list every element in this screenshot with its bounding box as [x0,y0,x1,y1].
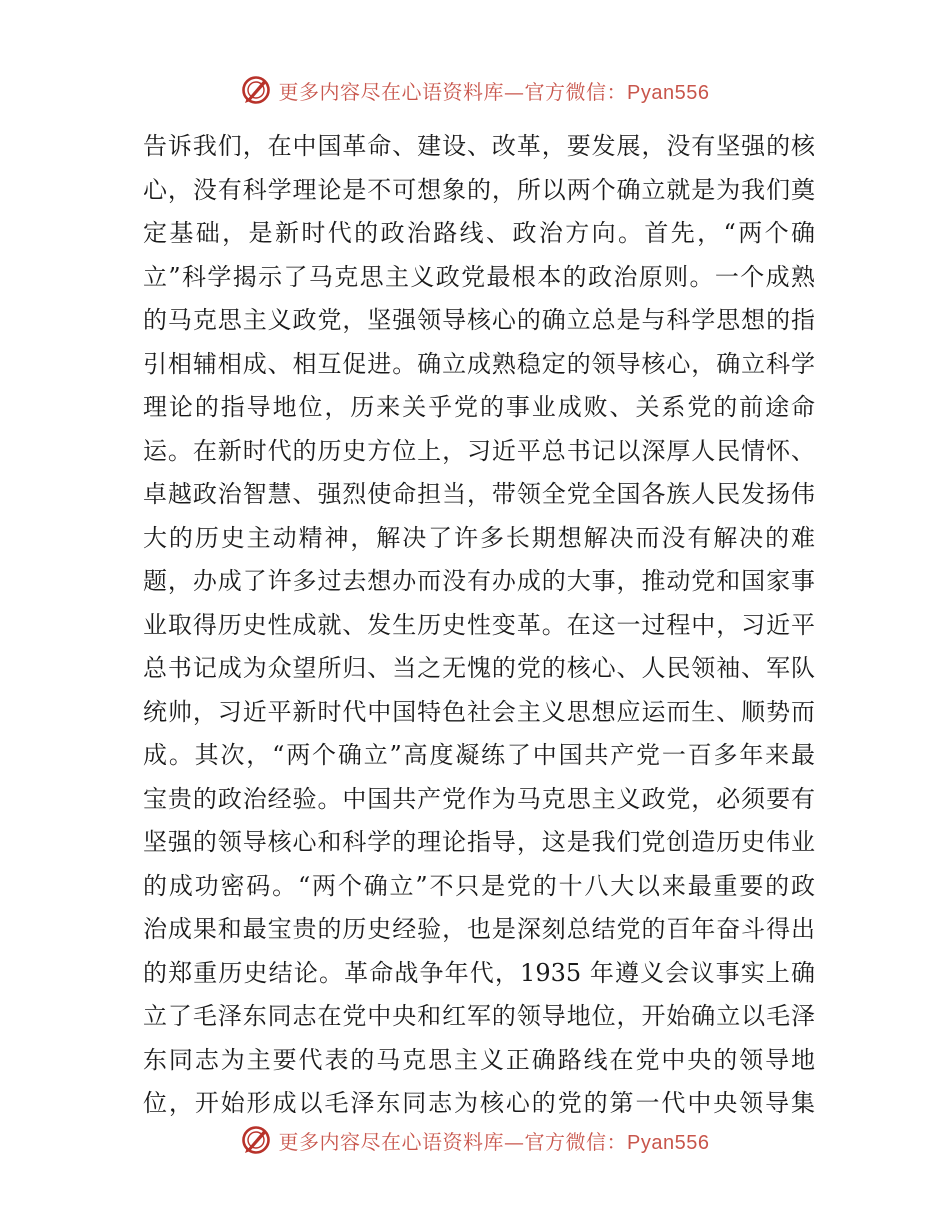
body-text-line: 理论的指导地位，历来关乎党的事业成败、关系党的前途命 [143,393,815,421]
body-text-line: 告诉我们，在中国革命、建设、改革，要发展，没有坚强的核 [143,132,815,160]
body-text-line: 的马克思主义政党，坚强领导核心的确立总是与科学思想的指 [143,306,815,334]
body-text-line: 运。在新时代的历史方位上，习近平总书记以深厚人民情怀、 [143,436,815,465]
quill-logo-icon [241,1125,271,1155]
body-text-line: 的郑重历史结论。革命战争年代，1935 年遵义会议事实上确 [143,958,815,987]
body-text-line: 成。其次，“两个确立”高度凝练了中国共产党一百多年来最 [143,741,815,769]
body-text-line: 坚强的领导核心和科学的理论指导，这是我们党创造历史伟业 [143,828,815,856]
body-text-line: 大的历史主动精神，解决了许多长期想解决而没有解决的难 [143,523,815,552]
body-text-line: 卓越政治智慧、强烈使命担当，带领全党全国各族人民发扬伟 [143,480,815,508]
header-wechat-text: 官方微信：Pyan556 [524,81,710,104]
body-text-line: 心，没有科学理论是不可想象的，所以两个确立就是为我们奠 [143,175,815,204]
body-text-line: 立”科学揭示了马克思主义政党最根本的政治原则。一个成熟 [143,262,815,291]
header-banner [0,70,950,110]
header-banner-text: 更多内容尽在心语资料库—官方微信：Pyan556 [278,79,710,104]
footer-wechat-text: 官方微信：Pyan556 [524,1131,710,1154]
body-text-line: 位，开始形成以毛泽东同志为核心的党的第一代中央领导集 [143,1089,815,1117]
footer-banner-text: 更多内容尽在心语资料库—官方微信：Pyan556 [278,1129,710,1154]
document-body [143,125,815,1126]
body-text-line: 的成功密码。“两个确立”不只是党的十八大以来最重要的政 [143,871,815,900]
body-text-line: 引相辅相成、相互促进。确立成熟稳定的领导核心，确立科学 [143,349,815,378]
body-text-line: 东同志为主要代表的马克思主义正确路线在党中央的领导地 [143,1045,815,1074]
footer-banner [0,1120,950,1160]
body-text-line: 总书记成为众望所归、当之无愧的党的核心、人民领袖、军队 [143,654,815,682]
body-text-line: 业取得历史性成就、发生历史性变革。在这一过程中，习近平 [143,610,815,639]
body-text-line: 立了毛泽东同志在党中央和红军的领导地位，开始确立以毛泽 [143,1002,815,1030]
body-text-line: 治成果和最宝贵的历史经验，也是深刻总结党的百年奋斗得出 [143,915,815,943]
body-text-line: 宝贵的政治经验。中国共产党作为马克思主义政党，必须要有 [143,784,815,813]
quill-logo-icon [241,75,271,105]
body-text-line: 定基础，是新时代的政治路线、政治方向。首先，“两个确 [143,219,815,247]
body-text-line: 题，办成了许多过去想办而没有办成的大事，推动党和国家事 [143,567,815,595]
body-text-line: 统帅，习近平新时代中国特色社会主义思想应运而生、顺势而 [143,697,815,726]
